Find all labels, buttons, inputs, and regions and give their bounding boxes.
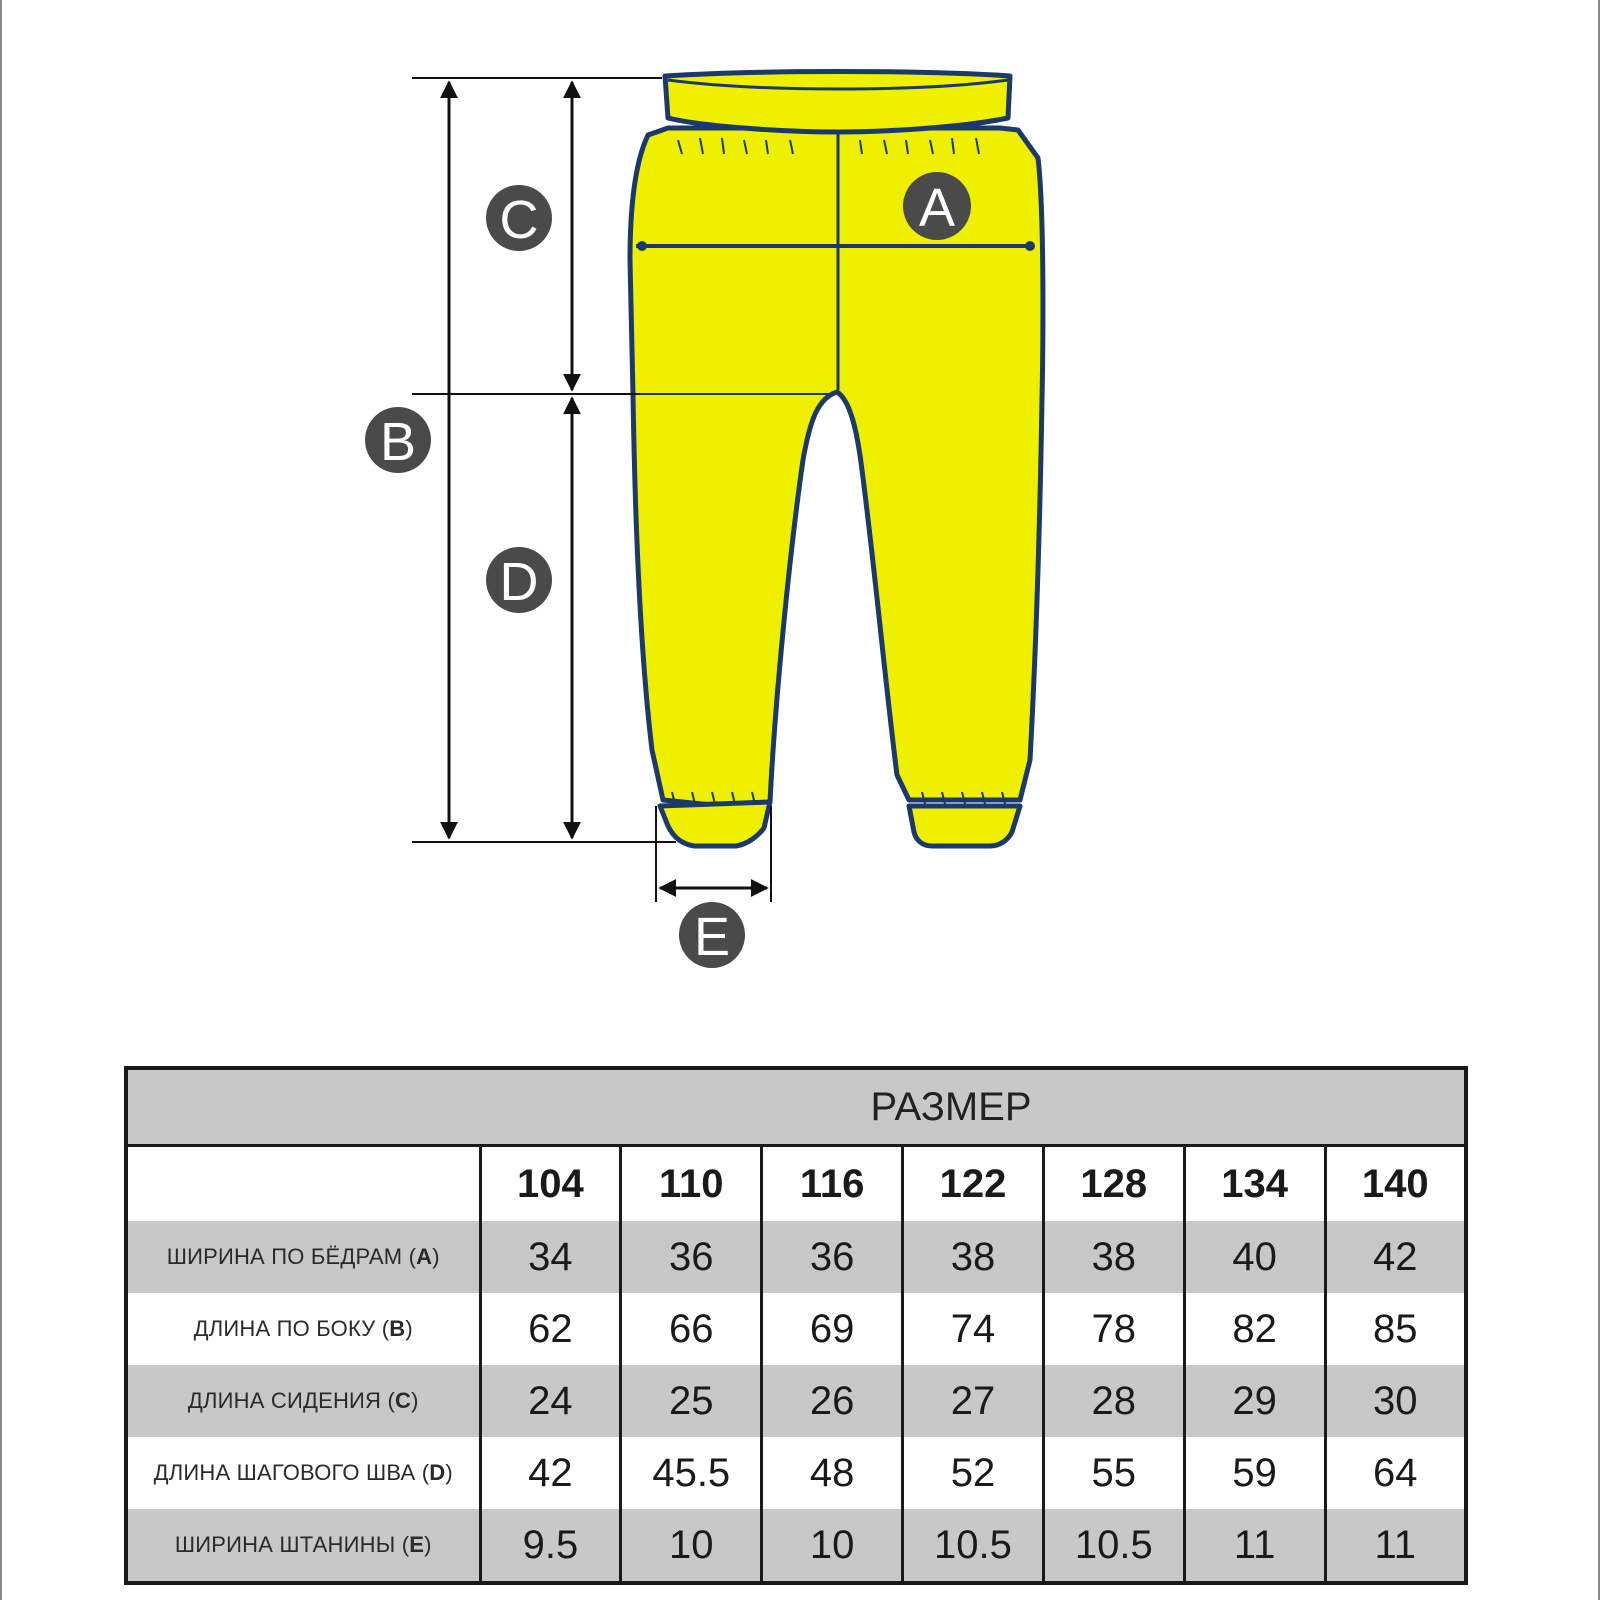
svg-text:C: C xyxy=(499,190,539,250)
badge-d xyxy=(486,547,552,613)
table-cell: 42 xyxy=(480,1437,621,1509)
left-cuff xyxy=(660,802,770,846)
table-cell: 26 xyxy=(762,1365,903,1437)
table-row xyxy=(126,1293,1466,1365)
table-cell: 10 xyxy=(621,1509,762,1583)
badge-b xyxy=(365,407,431,473)
badge-a xyxy=(903,172,971,240)
table-cell: 36 xyxy=(762,1221,903,1293)
table-cell: 38 xyxy=(903,1221,1044,1293)
table-cell: 25 xyxy=(621,1365,762,1437)
svg-text:E: E xyxy=(693,907,731,967)
table-cell: 30 xyxy=(1325,1365,1466,1437)
sizes-row-corner xyxy=(126,1146,480,1222)
table-row xyxy=(126,1509,1466,1583)
size-header: 134 xyxy=(1184,1146,1325,1222)
table-cell: 82 xyxy=(1184,1293,1325,1365)
row-label: ДЛИНА СИДЕНИЯ (C) xyxy=(126,1365,480,1437)
table-cell: 27 xyxy=(903,1365,1044,1437)
table-cell: 55 xyxy=(1043,1437,1184,1509)
table-cell: 74 xyxy=(903,1293,1044,1365)
table-cell: 11 xyxy=(1184,1509,1325,1583)
pants-body xyxy=(630,128,1043,806)
size-header: 116 xyxy=(762,1146,903,1222)
row-label: ДЛИНА ПО БОКУ (B) xyxy=(126,1293,480,1365)
row-label: ШИРИНА ПО БЁДРАМ (A) xyxy=(126,1221,480,1293)
table-cell: 62 xyxy=(480,1293,621,1365)
svg-text:A: A xyxy=(918,178,956,238)
size-header: 110 xyxy=(621,1146,762,1222)
size-table-title-row xyxy=(126,1068,1466,1146)
table-cell: 28 xyxy=(1043,1365,1184,1437)
table-row xyxy=(126,1437,1466,1509)
table-cell: 36 xyxy=(621,1221,762,1293)
table-cell: 11 xyxy=(1325,1509,1466,1583)
table-row xyxy=(126,1365,1466,1437)
size-header: 128 xyxy=(1043,1146,1184,1222)
table-cell: 64 xyxy=(1325,1437,1466,1509)
row-label: ДЛИНА ШАГОВОГО ШВА (D) xyxy=(126,1437,480,1509)
table-row xyxy=(126,1221,1466,1293)
table-cell: 10.5 xyxy=(903,1509,1044,1583)
table-cell: 45.5 xyxy=(621,1437,762,1509)
size-table xyxy=(124,1066,1468,1585)
table-cell: 40 xyxy=(1184,1221,1325,1293)
size-table-title: РАЗМЕР xyxy=(126,1068,1466,1146)
table-cell: 42 xyxy=(1325,1221,1466,1293)
table-cell: 69 xyxy=(762,1293,903,1365)
svg-text:B: B xyxy=(379,412,417,472)
badge-c xyxy=(486,185,552,251)
table-cell: 29 xyxy=(1184,1365,1325,1437)
table-cell: 24 xyxy=(480,1365,621,1437)
table-cell: 48 xyxy=(762,1437,903,1509)
size-header: 122 xyxy=(903,1146,1044,1222)
sizes-row xyxy=(126,1146,1466,1222)
table-cell: 59 xyxy=(1184,1437,1325,1509)
size-header: 140 xyxy=(1325,1146,1466,1222)
table-cell: 78 xyxy=(1043,1293,1184,1365)
table-cell: 10.5 xyxy=(1043,1509,1184,1583)
hip-line-end-left xyxy=(637,241,647,251)
table-cell: 52 xyxy=(903,1437,1044,1509)
size-header: 104 xyxy=(480,1146,621,1222)
right-cuff xyxy=(909,806,1020,846)
hip-line-end-right xyxy=(1025,241,1035,251)
table-cell: 34 xyxy=(480,1221,621,1293)
badge-e xyxy=(679,902,745,968)
table-cell: 38 xyxy=(1043,1221,1184,1293)
row-label: ШИРИНА ШТАНИНЫ (E) xyxy=(126,1509,480,1583)
table-cell: 9.5 xyxy=(480,1509,621,1583)
svg-text:D: D xyxy=(499,552,539,612)
waistband xyxy=(665,72,1010,133)
table-cell: 66 xyxy=(621,1293,762,1365)
table-cell: 10 xyxy=(762,1509,903,1583)
table-cell: 85 xyxy=(1325,1293,1466,1365)
